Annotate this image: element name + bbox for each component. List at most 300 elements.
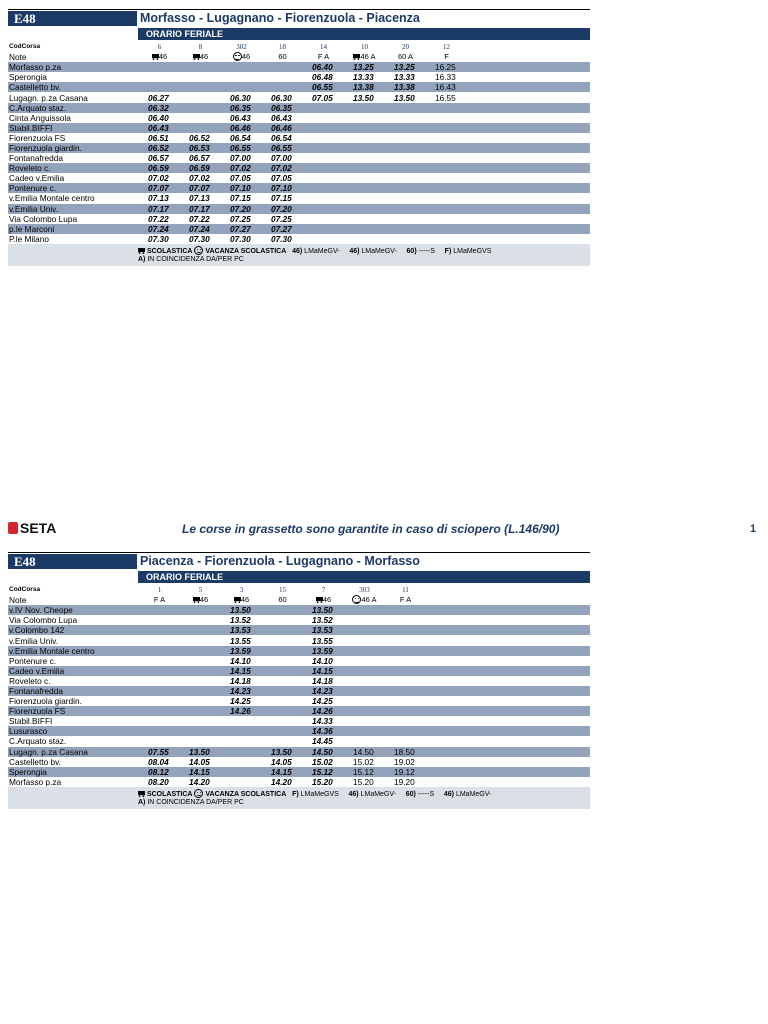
- time-cell: 14.23: [303, 686, 344, 696]
- filler-cell: [426, 666, 590, 676]
- time-cell: 07.00: [262, 153, 303, 163]
- timetable-row: [8, 736, 590, 746]
- timetable-header: [8, 552, 590, 571]
- stop-name: Pontenure c.: [8, 183, 139, 193]
- stop-name: Stabil.BIFFI: [8, 123, 139, 133]
- time-cell: 14.20: [262, 777, 303, 787]
- bus-icon: [193, 597, 200, 603]
- time-cell: [344, 625, 385, 635]
- time-cell: [426, 234, 467, 244]
- note-row: [8, 595, 590, 605]
- time-cell: [221, 767, 262, 777]
- time-cell: [385, 726, 426, 736]
- time-cell: 07.05: [303, 92, 344, 102]
- time-cell: 14.50: [303, 747, 344, 757]
- codcorsa-cell: 14: [320, 43, 327, 52]
- timetable-row: [8, 153, 590, 163]
- time-cell: 13.52: [303, 615, 344, 625]
- time-cell: [180, 646, 221, 656]
- filler-cell: [467, 82, 590, 92]
- timetable-row: [8, 82, 590, 92]
- note-cell: [180, 595, 221, 605]
- seta-logo: [8, 520, 56, 536]
- legend-line-2: [138, 256, 244, 263]
- timetable-row: [8, 726, 590, 736]
- time-cell: [221, 72, 262, 82]
- time-cell: 06.55: [221, 143, 262, 153]
- time-cell: [344, 234, 385, 244]
- filler-cell: [467, 143, 590, 153]
- legend: [8, 787, 590, 809]
- time-cell: [426, 163, 467, 173]
- legend-val: IN COINCIDENZA DA/PER PC: [147, 798, 244, 806]
- time-cell: 07.17: [180, 204, 221, 214]
- time-cell: 15.20: [344, 777, 385, 787]
- time-cell: 13.25: [385, 62, 426, 72]
- stop-name: v.IV Nov. Cheope: [8, 605, 139, 615]
- codcorsa-cell: 15: [279, 586, 286, 595]
- time-cell: [139, 716, 180, 726]
- stop-name: Roveleto c.: [8, 163, 139, 173]
- time-cell: 14.05: [262, 757, 303, 767]
- codcorsa-cell: 12: [443, 43, 450, 52]
- time-cell: 14.15: [303, 666, 344, 676]
- time-cell: [385, 143, 426, 153]
- timetable-grid: [8, 42, 590, 244]
- time-cell: 07.02: [180, 173, 221, 183]
- stop-name: C.Arquato staz.: [8, 736, 139, 746]
- codcorsa-cell: 8: [198, 43, 203, 52]
- time-cell: [385, 234, 426, 244]
- time-cell: 15.12: [303, 767, 344, 777]
- time-cell: [344, 123, 385, 133]
- logo-mark-icon: [8, 522, 18, 534]
- filler-cell: [467, 234, 590, 244]
- time-cell: 06.35: [221, 103, 262, 113]
- time-cell: [221, 62, 262, 72]
- time-cell: 06.57: [180, 153, 221, 163]
- stop-name: Roveleto c.: [8, 676, 139, 686]
- filler-cell: [426, 625, 590, 635]
- time-cell: 14.25: [303, 696, 344, 706]
- time-cell: 14.05: [180, 757, 221, 767]
- filler-cell: [426, 757, 590, 767]
- time-cell: [180, 615, 221, 625]
- time-cell: 13.50: [180, 747, 221, 757]
- filler-cell: [467, 123, 590, 133]
- time-cell: [344, 716, 385, 726]
- time-cell: [139, 62, 180, 72]
- time-cell: [262, 696, 303, 706]
- time-cell: 06.30: [221, 92, 262, 102]
- note-cell: [180, 52, 221, 62]
- time-cell: [139, 72, 180, 82]
- note-cell: [303, 52, 344, 62]
- time-cell: 06.51: [139, 133, 180, 143]
- time-cell: [303, 123, 344, 133]
- time-cell: 06.40: [303, 62, 344, 72]
- time-cell: 15.02: [303, 757, 344, 767]
- codcorsa-row: [8, 42, 590, 52]
- time-cell: 14.25: [221, 696, 262, 706]
- timetable-row: [8, 605, 590, 615]
- time-cell: [426, 103, 467, 113]
- stop-name: Sperongia: [8, 767, 139, 777]
- stop-name: Fiorenzuola FS: [8, 133, 139, 143]
- time-cell: 06.43: [262, 113, 303, 123]
- stop-name: v.Emilia Univ.: [8, 635, 139, 645]
- time-cell: [385, 173, 426, 183]
- stop-name: Lugagn. p.za Casana: [8, 92, 139, 102]
- codcorsa-cell: 10: [361, 43, 368, 52]
- time-cell: 06.27: [139, 92, 180, 102]
- logo-text: SETA: [20, 520, 57, 536]
- timetable-row: [8, 103, 590, 113]
- time-cell: [180, 696, 221, 706]
- timetable-row: [8, 615, 590, 625]
- time-cell: 07.30: [139, 234, 180, 244]
- legend-key: 46): [292, 247, 303, 255]
- time-cell: [303, 193, 344, 203]
- time-cell: [385, 686, 426, 696]
- timetable-grid: [8, 585, 590, 787]
- filler-cell: [426, 696, 590, 706]
- schedule-type: ORARIO FERIALE: [138, 28, 590, 40]
- time-cell: [180, 62, 221, 72]
- route-code: E48: [8, 11, 137, 26]
- timetable-row: [8, 234, 590, 244]
- time-cell: 07.20: [262, 204, 303, 214]
- time-cell: [262, 82, 303, 92]
- time-cell: [344, 204, 385, 214]
- filler-cell: [426, 595, 590, 605]
- timetable-row: [8, 143, 590, 153]
- time-cell: [385, 123, 426, 133]
- note-cell: [221, 52, 262, 62]
- time-cell: 07.20: [221, 204, 262, 214]
- time-cell: [303, 143, 344, 153]
- filler-cell: [426, 605, 590, 615]
- filler-cell: [467, 42, 590, 52]
- timetable-row: [8, 696, 590, 706]
- time-cell: 14.10: [221, 656, 262, 666]
- time-cell: [180, 726, 221, 736]
- note-cell: [344, 595, 385, 605]
- filler-cell: [426, 777, 590, 787]
- note-cell: [139, 52, 180, 62]
- time-cell: [221, 757, 262, 767]
- timetable-row: [8, 625, 590, 635]
- time-cell: [221, 747, 262, 757]
- time-cell: [139, 635, 180, 645]
- timetable-row: [8, 183, 590, 193]
- time-cell: [180, 676, 221, 686]
- note-text: 46 A: [361, 595, 377, 605]
- time-cell: [180, 605, 221, 615]
- time-cell: [426, 133, 467, 143]
- time-cell: 14.20: [180, 777, 221, 787]
- time-cell: 06.30: [262, 92, 303, 102]
- time-cell: [180, 635, 221, 645]
- time-cell: 08.12: [139, 767, 180, 777]
- time-cell: [221, 726, 262, 736]
- note-text: F: [444, 52, 449, 62]
- note-text: 46: [240, 595, 250, 605]
- legend-key: 46): [443, 790, 454, 798]
- codcorsa-cell: 5: [198, 586, 203, 595]
- filler-cell: [426, 686, 590, 696]
- route-title: Morfasso - Lugagnano - Fiorenzuola - Piacenza: [140, 11, 420, 25]
- time-cell: 07.55: [139, 747, 180, 757]
- time-cell: 06.53: [180, 143, 221, 153]
- time-cell: 13.53: [303, 625, 344, 635]
- time-cell: [180, 625, 221, 635]
- time-cell: [385, 193, 426, 203]
- time-cell: [426, 123, 467, 133]
- time-cell: 13.59: [303, 646, 344, 656]
- time-cell: [180, 716, 221, 726]
- time-cell: [139, 706, 180, 716]
- legend-val: LMaMeGV-: [360, 790, 396, 798]
- time-cell: [344, 666, 385, 676]
- time-cell: 06.35: [262, 103, 303, 113]
- stop-name: Via Colombo Lupa: [8, 615, 139, 625]
- stop-name: Pontenure c.: [8, 656, 139, 666]
- bus-icon: [138, 791, 145, 797]
- time-cell: [303, 173, 344, 183]
- bus-icon: [152, 54, 159, 60]
- time-cell: 19.20: [385, 777, 426, 787]
- note-text: 60 A: [397, 52, 413, 62]
- stop-name: Cadeo v.Emilia: [8, 666, 139, 676]
- time-cell: 06.52: [180, 133, 221, 143]
- timetable-row: [8, 686, 590, 696]
- filler-cell: [467, 92, 590, 102]
- time-cell: [385, 736, 426, 746]
- time-cell: 07.27: [221, 224, 262, 234]
- stop-name: Via Colombo Lupa: [8, 214, 139, 224]
- time-cell: [262, 646, 303, 656]
- legend-val: LMaMeGV-: [455, 790, 492, 798]
- time-cell: 16.25: [426, 62, 467, 72]
- time-cell: [139, 736, 180, 746]
- time-cell: 16.43: [426, 82, 467, 92]
- time-cell: [344, 113, 385, 123]
- filler-cell: [467, 133, 590, 143]
- filler-cell: [467, 153, 590, 163]
- time-cell: [344, 635, 385, 645]
- note-text: 46: [158, 52, 168, 62]
- note-text: 46: [322, 595, 332, 605]
- time-cell: [221, 716, 262, 726]
- time-cell: 13.33: [385, 72, 426, 82]
- time-cell: [344, 736, 385, 746]
- legend-key: 46): [349, 247, 360, 255]
- time-cell: [385, 676, 426, 686]
- filler-cell: [467, 163, 590, 173]
- time-cell: [139, 605, 180, 615]
- time-cell: 14.15: [221, 666, 262, 676]
- time-cell: 14.23: [221, 686, 262, 696]
- time-cell: 14.26: [303, 706, 344, 716]
- legend-key: A): [138, 255, 146, 263]
- time-cell: [426, 173, 467, 183]
- note-cell: [385, 595, 426, 605]
- time-cell: 19.02: [385, 757, 426, 767]
- filler-cell: [467, 183, 590, 193]
- time-cell: [426, 113, 467, 123]
- timetable-row: [8, 214, 590, 224]
- stop-name: v.Colombo 142: [8, 625, 139, 635]
- codcorsa-label: CodCorsa: [9, 43, 41, 51]
- time-cell: 14.33: [303, 716, 344, 726]
- time-cell: 07.02: [221, 163, 262, 173]
- legend-line-1: [138, 789, 491, 798]
- time-cell: [262, 666, 303, 676]
- time-cell: 13.50: [344, 92, 385, 102]
- time-cell: 06.32: [139, 103, 180, 113]
- time-cell: [180, 103, 221, 113]
- stop-name: C.Arquato staz.: [8, 103, 139, 113]
- timetable-row: [8, 72, 590, 82]
- stop-name: Cinta Anguissola: [8, 113, 139, 123]
- time-cell: [385, 656, 426, 666]
- time-cell: [344, 193, 385, 203]
- time-cell: 06.59: [180, 163, 221, 173]
- time-cell: 06.57: [139, 153, 180, 163]
- legend: [8, 244, 590, 266]
- filler-cell: [467, 193, 590, 203]
- legend-val: LMaMeGV-: [361, 247, 397, 255]
- time-cell: 13.38: [385, 82, 426, 92]
- filler-cell: [467, 113, 590, 123]
- time-cell: [426, 193, 467, 203]
- bus-icon: [234, 597, 241, 603]
- time-cell: [180, 656, 221, 666]
- time-cell: [344, 173, 385, 183]
- time-cell: 07.02: [139, 173, 180, 183]
- time-cell: [385, 153, 426, 163]
- codcorsa-cell: 302: [236, 43, 247, 52]
- stop-name: Fontanafredda: [8, 686, 139, 696]
- note-text: 46: [199, 595, 209, 605]
- page-footer: [0, 518, 768, 542]
- timetable-row: [8, 777, 590, 787]
- timetable-row: [8, 173, 590, 183]
- route-title: Piacenza - Fiorenzuola - Lugagnano - Morfasso: [140, 554, 420, 568]
- time-cell: [426, 214, 467, 224]
- time-cell: [344, 615, 385, 625]
- legend-scolastica: SCOLASTICA: [146, 790, 193, 798]
- time-cell: 13.33: [344, 72, 385, 82]
- filler-cell: [467, 103, 590, 113]
- time-cell: 06.54: [262, 133, 303, 143]
- time-cell: [262, 72, 303, 82]
- time-cell: 13.53: [221, 625, 262, 635]
- legend-key: A): [138, 798, 146, 806]
- stop-name: Fiorenzuola FS: [8, 706, 139, 716]
- stop-name: Castelletto bv.: [8, 82, 139, 92]
- filler-cell: [467, 52, 590, 62]
- filler-cell: [426, 656, 590, 666]
- note-text: 46: [199, 52, 209, 62]
- timetable-row: [8, 656, 590, 666]
- time-cell: 15.02: [344, 757, 385, 767]
- time-cell: 14.45: [303, 736, 344, 746]
- time-cell: 06.59: [139, 163, 180, 173]
- time-cell: 14.36: [303, 726, 344, 736]
- time-cell: 14.18: [303, 676, 344, 686]
- time-cell: [139, 666, 180, 676]
- codcorsa-cell: 3: [239, 586, 244, 595]
- filler-cell: [426, 615, 590, 625]
- time-cell: 08.20: [139, 777, 180, 787]
- time-cell: [139, 82, 180, 92]
- legend-val: LMaMeGVS: [300, 790, 339, 798]
- time-cell: [262, 635, 303, 645]
- filler-cell: [426, 585, 590, 595]
- timetable-row: [8, 224, 590, 234]
- note-cell: [139, 595, 180, 605]
- time-cell: [385, 635, 426, 645]
- time-cell: [426, 224, 467, 234]
- smiley-icon: [194, 789, 203, 798]
- time-cell: 13.38: [344, 82, 385, 92]
- stop-name: Fiorenzuola giardin.: [8, 696, 139, 706]
- time-cell: 14.10: [303, 656, 344, 666]
- filler-cell: [426, 706, 590, 716]
- time-cell: [303, 113, 344, 123]
- timetable-row: [8, 716, 590, 726]
- note-cell: [262, 595, 303, 605]
- time-cell: 13.52: [221, 615, 262, 625]
- filler-cell: [426, 747, 590, 757]
- time-cell: 07.05: [262, 173, 303, 183]
- timetable-row: [8, 123, 590, 133]
- time-cell: [344, 183, 385, 193]
- time-cell: 13.50: [385, 92, 426, 102]
- time-cell: [180, 72, 221, 82]
- stop-name: v.Emilia Montale centro: [8, 646, 139, 656]
- note-label: Note: [9, 595, 27, 606]
- time-cell: 07.25: [221, 214, 262, 224]
- time-cell: [303, 204, 344, 214]
- filler-cell: [467, 204, 590, 214]
- time-cell: [344, 686, 385, 696]
- codcorsa-cell: 7: [321, 586, 326, 595]
- time-cell: 07.30: [180, 234, 221, 244]
- time-cell: 07.22: [180, 214, 221, 224]
- time-cell: [180, 736, 221, 746]
- time-cell: 14.18: [221, 676, 262, 686]
- time-cell: 13.55: [221, 635, 262, 645]
- time-cell: 07.07: [139, 183, 180, 193]
- legend-key: 60): [406, 247, 417, 255]
- strike-note: Le corse in grassetto sono garantite in caso di sciopero (L.146/90): [182, 522, 560, 536]
- time-cell: [385, 103, 426, 113]
- time-cell: [262, 656, 303, 666]
- time-cell: [262, 706, 303, 716]
- time-cell: 07.13: [139, 193, 180, 203]
- time-cell: [385, 214, 426, 224]
- time-cell: [385, 696, 426, 706]
- codcorsa-cell: 1: [157, 586, 162, 595]
- time-cell: [426, 143, 467, 153]
- time-cell: [262, 716, 303, 726]
- time-cell: [385, 706, 426, 716]
- time-cell: [139, 625, 180, 635]
- legend-key: F): [292, 790, 299, 798]
